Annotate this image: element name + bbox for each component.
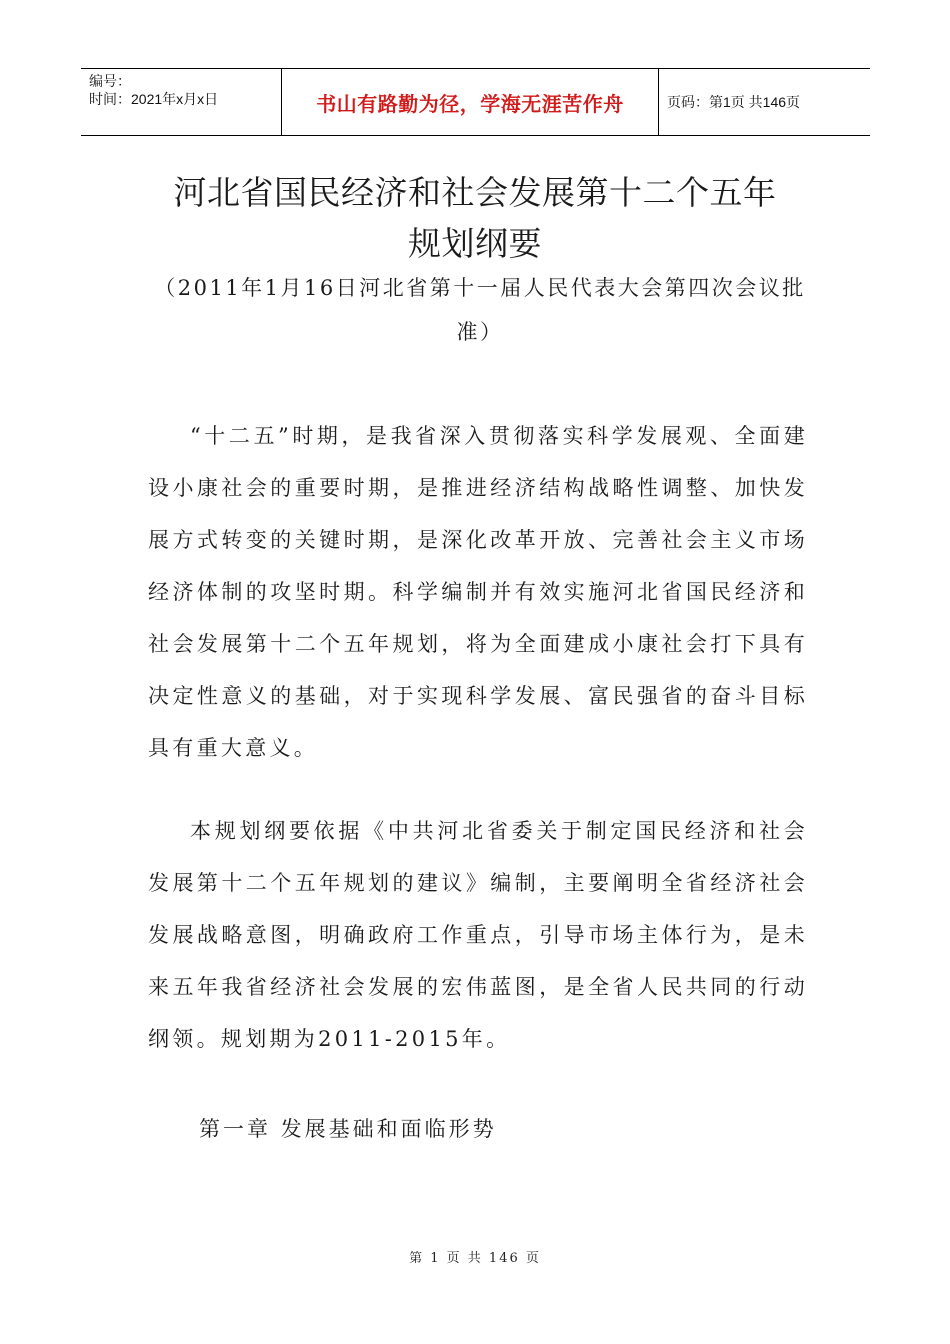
- header-page-info: 页码：第1页 共146页: [667, 94, 801, 110]
- header-meta: [81, 69, 282, 135]
- paragraph-basis: 本规划纲要依据《中共河北省委关于制定国民经济和社会发展第十二个五年规划的建议》编制，主要阐明全省经济社会发展战略意图，明确政府工作重点，引导市场主体行为，是未来五年我省经济社会发展的宏伟蓝图，是全省人民共同的行动纲领。规划期为2011-2015年。: [148, 819, 808, 1051]
- page-footer: 第 1 页 共 146 页: [409, 1251, 541, 1266]
- document-number-label: 编号：: [89, 73, 131, 89]
- document-date: 时间：2021年x月x日: [89, 91, 219, 107]
- document-title-line-2: 规划纲要: [408, 224, 542, 263]
- header-motto-cell: [282, 69, 659, 135]
- document-title-line-1: 河北省国民经济和社会发展第十二个五年: [173, 173, 777, 212]
- header-motto: 书山有路勤为径，学海无涯苦作舟: [316, 91, 624, 116]
- paragraph-intro: “十二五”时期，是我省深入贯彻落实科学发展观、全面建设小康社会的重要时期，是推进经济结构战略性调整、加快发展方式转变的关键时期，是深化改革开放、完善社会主义市场经济体制的攻坚时期。科学编制并有效实施河北省国民经济和社会发展第十二个五年规划，将为全面建成小康社会打下具有决定性意义的基础，对于实现科学发展、富民强省的奋斗目标具有重大意义。: [148, 424, 808, 760]
- chapter-heading: 第一章 发展基础和面临形势: [199, 1117, 497, 1141]
- document-header: [81, 68, 870, 136]
- document-subtitle: （2011年1月16日河北省第十一届人民代表大会第四次会议批准）: [154, 276, 806, 344]
